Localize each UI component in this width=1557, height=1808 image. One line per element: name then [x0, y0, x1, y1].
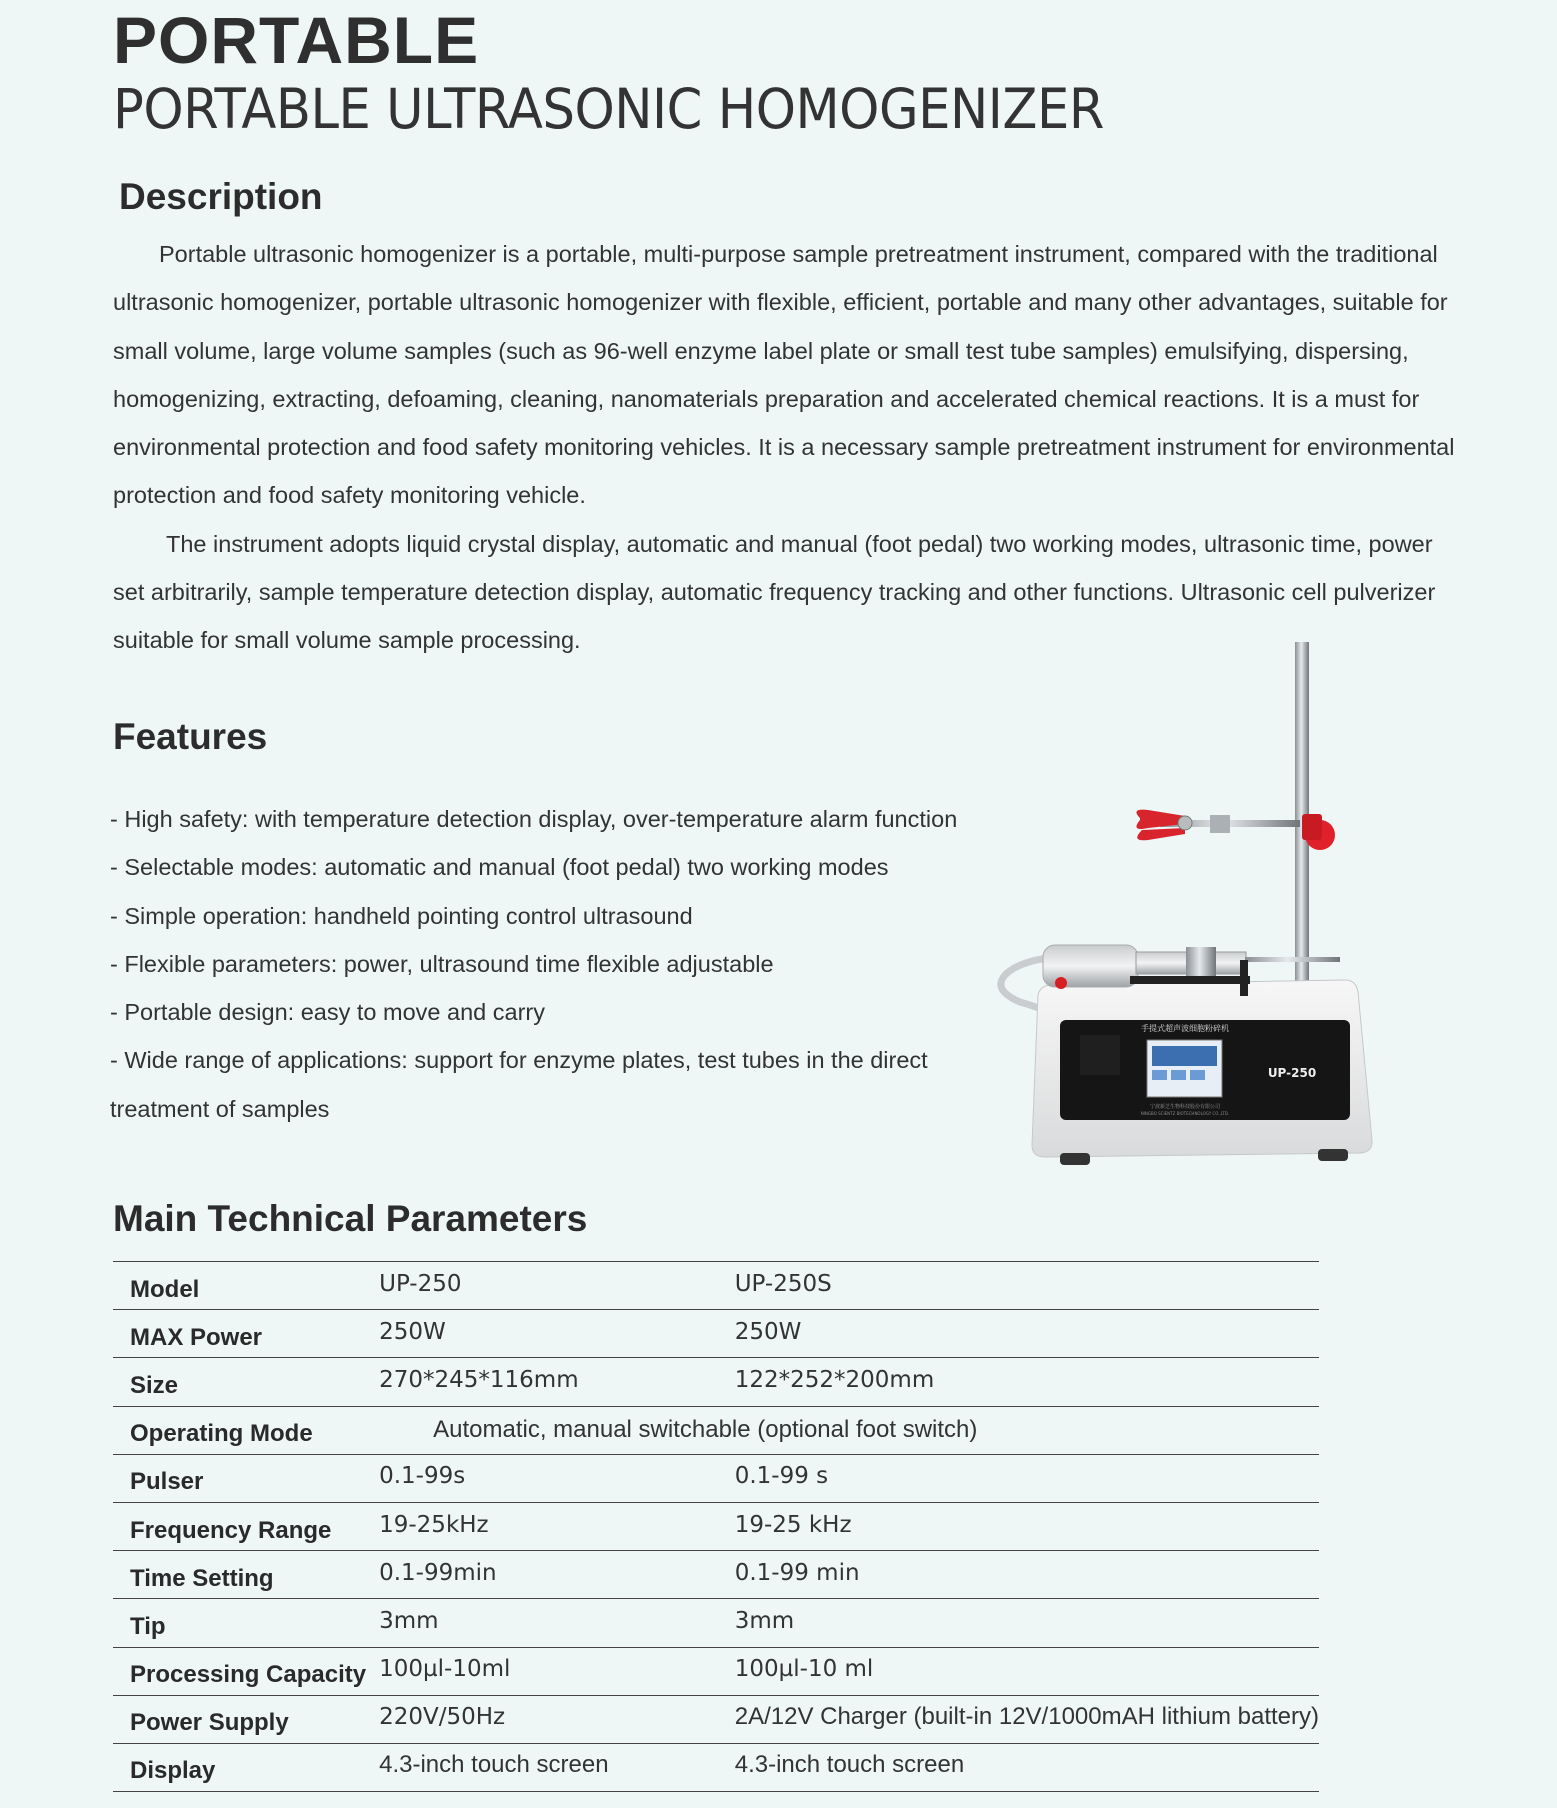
- table-row: [113, 1502, 1319, 1550]
- page-title: PORTABLE ULTRASONIC HOMOGENIZER: [113, 77, 1104, 141]
- param-key: Tip: [130, 1612, 166, 1640]
- param-value-up250s: 4.3-inch touch screen: [734, 1751, 965, 1779]
- param-value-up250s: 3mm: [734, 1607, 795, 1634]
- param-value-up250s: 0.1-99 s: [734, 1463, 829, 1490]
- table-row: [113, 1358, 1319, 1406]
- product-image: [980, 630, 1380, 1185]
- param-value-up250s: 2A/12V Charger (built-in 12V/1000mAH lithium battery): [734, 1703, 1319, 1731]
- feature-item: - Wide range of applications: support for enzyme plates, test tubes in the direct treatment of samples: [110, 1047, 928, 1122]
- param-key: Frequency Range: [130, 1516, 332, 1544]
- param-value-up250: 4.3-inch touch screen: [379, 1751, 609, 1779]
- param-value-up250: 250W: [379, 1318, 446, 1345]
- table-row: [113, 1551, 1319, 1599]
- param-key: Processing Capacity: [130, 1661, 367, 1689]
- feature-item: - Selectable modes: automatic and manual (foot pedal) two working modes: [110, 854, 889, 881]
- table-row: [113, 1406, 1319, 1454]
- param-value-up250s: 19-25 kHz: [734, 1511, 852, 1538]
- brand-heading: PORTABLE: [113, 3, 480, 77]
- table-row: [113, 1310, 1319, 1358]
- feature-item: - Simple operation: handheld pointing control ultrasound: [110, 902, 693, 929]
- param-value-up250: UP-250: [379, 1270, 462, 1297]
- maker-line: 宁波新芝生物科技股份有限公司: [1149, 1104, 1221, 1110]
- param-value-up250: 0.1-99min: [379, 1559, 497, 1586]
- features-list: [110, 795, 960, 1133]
- probe-tip: [1245, 957, 1340, 962]
- table-row: [113, 1454, 1319, 1502]
- param-value-shared: Automatic, manual switchable (optional foot switch): [433, 1416, 978, 1444]
- param-key: Model: [130, 1275, 200, 1303]
- param-value-up250: 220V/50Hz: [379, 1704, 506, 1731]
- description-heading: Description: [119, 176, 323, 217]
- param-key: Operating Mode: [130, 1420, 313, 1448]
- table-row: [113, 1599, 1319, 1647]
- description-paragraph: The instrument adopts liquid crystal display, automatic and manual (foot pedal) two working modes, ultrasonic time, power set arbitrarily, sample temperature detection display, automatic frequency tracking and other functions. Ultrasonic cell pulverizer suitable for small volume sample processing.: [113, 530, 1436, 654]
- param-value-up250s: UP-250S: [734, 1270, 832, 1297]
- power-button-icon: [1055, 977, 1067, 989]
- parameters-table: [113, 1261, 1319, 1792]
- param-value-up250: 0.1-99s: [379, 1463, 466, 1490]
- features-heading: Features: [113, 716, 268, 757]
- panel-label: 手提式超声波细胞粉碎机: [1141, 1024, 1229, 1033]
- param-value-up250: 270*245*116mm: [379, 1366, 579, 1393]
- param-key: Power Supply: [130, 1709, 289, 1737]
- param-key: MAX Power: [130, 1323, 263, 1351]
- table-row: [113, 1695, 1319, 1743]
- feature-item: - Flexible parameters: power, ultrasound time flexible adjustable: [110, 950, 774, 977]
- table-row: [113, 1743, 1319, 1791]
- param-value-up250s: 100µl-10 ml: [734, 1656, 874, 1683]
- param-value-up250: 3mm: [379, 1607, 439, 1634]
- param-key: Size: [130, 1371, 179, 1399]
- param-key: Pulser: [130, 1468, 204, 1496]
- parameters-heading: Main Technical Parameters: [113, 1198, 588, 1239]
- param-value-up250: 19-25kHz: [379, 1511, 489, 1538]
- description-paragraph: Portable ultrasonic homogenizer is a portable, multi-purpose sample pretreatment instrument, compared with the traditional ultrasonic homogenizer, portable ultrasonic homogenizer with flexible, efficient, portable and many other advantages, suitable for small volume, large volume samples (such as 96-well enzyme label plate or small test tube samples) emulsifying, dispersing, homogenizing, extracting, defoaming, cleaning, nanomaterials preparation and accelerated chemical reactions. It is a must for environmental protection and food safety monitoring vehicles. It is a necessary sample pretreatment instrument for environmental protection and food safety monitoring vehicle.: [113, 241, 1455, 509]
- param-key: Display: [130, 1757, 216, 1785]
- description-text: [113, 230, 1458, 665]
- maker-line-en: NINGBO SCIENTZ BIOTECHNOLOGY CO.,LTD.: [1140, 1111, 1230, 1116]
- param-value-up250: 100µl-10ml: [379, 1656, 511, 1683]
- table-row: [113, 1262, 1319, 1310]
- table-row: [113, 1647, 1319, 1695]
- feature-item: - Portable design: easy to move and carry: [110, 999, 545, 1026]
- param-value-up250s: 0.1-99 min: [734, 1559, 860, 1586]
- param-value-up250s: 250W: [734, 1318, 802, 1345]
- feature-item: - High safety: with temperature detection display, over-temperature alarm function: [110, 806, 958, 832]
- model-badge: UP-250: [1267, 1066, 1317, 1080]
- param-key: Time Setting: [130, 1564, 274, 1592]
- param-value-up250s: 122*252*200mm: [734, 1366, 935, 1393]
